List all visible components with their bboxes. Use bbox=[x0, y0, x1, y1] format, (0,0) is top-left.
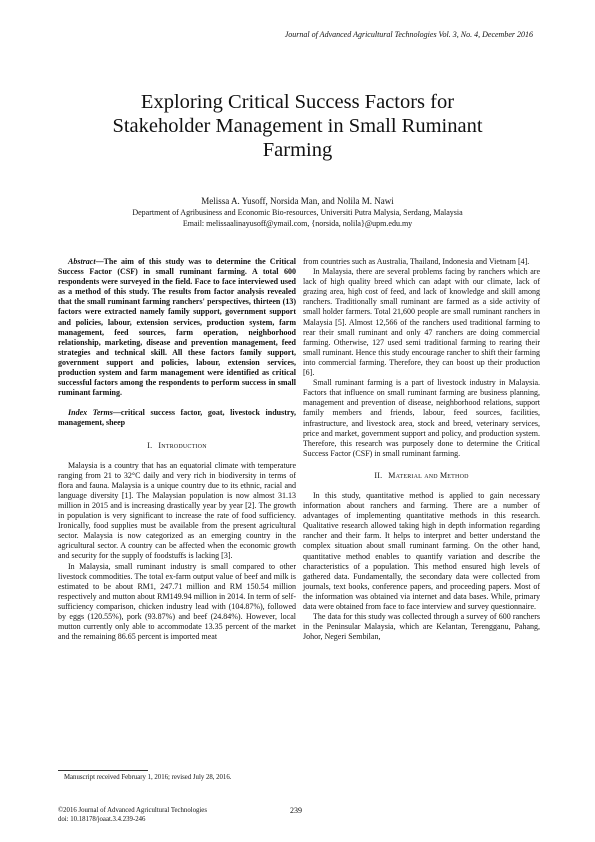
page-number: 239 bbox=[290, 806, 302, 815]
title-line: Exploring Critical Success Factors for bbox=[140, 91, 455, 113]
right-column bbox=[303, 257, 540, 642]
abstract bbox=[58, 257, 296, 398]
section-number: I. bbox=[147, 440, 153, 450]
footnote-divider bbox=[58, 770, 148, 771]
section-heading-material-method bbox=[303, 471, 540, 481]
section-heading-introduction bbox=[58, 441, 296, 451]
footnote: Manuscript received February 1, 2016; revised July 28, 2016. bbox=[64, 774, 232, 781]
paragraph: In Malaysia, small ruminant industry is small compared to other livestock commodities. The total ex-farm output value of beef and milk is estimated to be about RM1, 247.71 million and RM 150.54 million respectively and mutton about RM149.94 million in 2014. In term of self-sufficiency comparison, chicken industry lead with (104.87%), followed by eggs (120.55%), pork (93.87%) and beef (24.84%). However, local mutton currently only able to accommodate 13.35 percent of the market and the remaining 86.65 percent is imported meat bbox=[58, 561, 296, 642]
running-header: Journal of Advanced Agricultural Technologies Vol. 3, No. 4, December 2016 bbox=[284, 30, 533, 39]
abstract-label: Abstract bbox=[68, 257, 96, 266]
author-list: Melissa A. Yusoff, Norsida Man, and Nolila M. Nawi bbox=[201, 196, 394, 206]
paragraph-continuation: from countries such as Australia, Thailand, Indonesia and Vietnam [4]. bbox=[303, 257, 530, 266]
section-title: Material and Method bbox=[388, 470, 469, 480]
email-line: Email: melissaalinayusoff@ymail.com, {norsida, nolila}@upm.edu.my bbox=[182, 218, 413, 228]
paragraph: In this study, quantitative method is applied to gain necessary information about ranchers and farming. There are a number of advantages of implementing quantitative methods in this research. Qualitative research allowed taking high in depth information regarding rancher and their farm. It helps to interpret and better understand the complex situation about small ruminant farming. On the other hand, quantitative method enables to quantify variation and describe the characteristics of a population. This method ensured high levels of gathered data. Fundamentally, the secondary data were collected from journals, text books, conference papers, and proceeding papers. Most of the information was obtained via internet and data bases. While, primary data were obtained from face to face interview and survey questionnaire. bbox=[303, 490, 540, 611]
paper-title bbox=[70, 90, 525, 162]
title-line: Farming bbox=[262, 139, 333, 161]
left-column bbox=[58, 257, 296, 642]
doi: doi: 10.18178/joaat.3.4.239-246 bbox=[58, 816, 146, 823]
index-terms-text: —critical success factor, goat, livestock industry, management, sheep bbox=[58, 408, 297, 428]
paragraph: The data for this study was collected through a survey of 600 ranchers in the Peninsular Malaysia, which are Kelantan, Terengganu, Pahang, Johor, Negeri Sembilan, bbox=[303, 612, 540, 642]
paragraph: Malaysia is a country that has an equatorial climate with temperature ranging from 21 to 32°C daily and very rich in biodiversity in terms of flora and fauna. Malaysia is a unique country due to its ethnic, racial and language diversity [1]. The Malaysian population is now almost 31.13 million in 2015 and is increasing drastically year by year [2]. The growth in population is very significant to increase the rate of food sufficiency. Ironically, food supplies must be available from the present agricultural sector. Malaysia is now categorized as an emerging country in the agricultural sector. A country can be affected when the economic growth and security for the supply of foodstuffs is lacking [3]. bbox=[58, 460, 296, 561]
affiliation: Department of Agribusiness and Economic Bio-resources, Universiti Putra Malysia, Serdang, Malaysia bbox=[132, 208, 463, 217]
title-line: Stakeholder Management in Small Ruminant bbox=[112, 115, 483, 137]
paragraph: In Malaysia, there are several problems facing by ranchers which are lack of high quality breed which can adapt with our climate, lack of grazing area, high cost of feed, and lack of knowledge and skill among ranchers. Traditionally small ruminant are farmed as a side activity of small holder farmers. Total 21,600 people are small ruminant ranchers in Malaysia [5]. Almost 12,566 of the ranchers used traditional farming to rear their small ruminant and only 47 ranchers are doing commercial farming. Otherwise, 127 used semi traditional farming to rearing their small ruminant. Hence this study encourage rancher to shift their farming into commercial farming. Therefore, they can boost up their production [6]. bbox=[303, 267, 540, 378]
section-title: Introduction bbox=[158, 440, 207, 450]
index-terms-label: Index Terms bbox=[68, 408, 113, 418]
publication-info bbox=[58, 806, 207, 824]
paragraph: Small ruminant farming is a part of livestock industry in Malaysia. Factors that influence on small ruminant farming are business planning, management and prevention of disease, neighborhood relations, support family members and friends, labour, feed sources, facilities, infrastructure, and livestock area, stock and breed, veterinary services, price and market, government support and policy, and production system. Therefore, this research was purposely done to determine the Critical Success Factor (CSF) in small ruminant farming. bbox=[303, 378, 540, 458]
index-terms bbox=[58, 408, 296, 428]
copyright-notice: ©2016 Journal of Advanced Agricultural Technologies bbox=[58, 807, 207, 814]
abstract-text: —The aim of this study was to determine the Critical Success Factor (CSF) in small ruminant farming. A total 600 respondents were surveyed in the field. Face to face interviewed used as a method of this study. The results from factor analysis revealed that the small ruminant farming ranchers' perspectives, thirteen (13) factors were extracted namely family support, government support and policies, labour, extension services, production system, farm management, feed sources, farm operation, neighborhood relationship, marketing, disease and prevention management, feed strategies and technical skill. All these factors family support, government support and policies, labour, extension services, production system and farm management were identified as critical successful factors among the respondents to perform success in small ruminant farming. bbox=[58, 257, 296, 398]
section-number: II. bbox=[374, 470, 383, 480]
affiliation-block bbox=[40, 208, 555, 229]
